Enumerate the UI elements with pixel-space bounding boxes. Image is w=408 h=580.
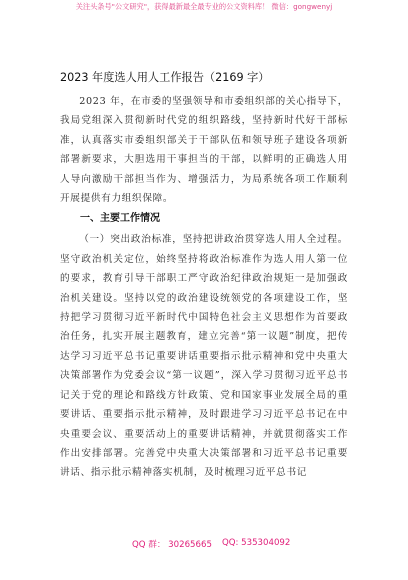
document-page — [60, 70, 348, 483]
footer-qq-group: QQ 群： 30265665 — [132, 540, 212, 550]
banner-line-1: 关注头条号"公文研究"，获得最新最全最专业的公文资料库！ 微信：gongwenyj — [75, 2, 333, 11]
intro-paragraph: 2023 年，在市委的坚强领导和市委组织部的关心指导下，我局党组深入贯彻新时代党的组织路线，坚持新时代好干部标准，认真落实市委组织部关于干部队伍和领导班子建设各项新部署新要求，大胆选用干事担当的干部，以鲜明的正确选人用人导向激励干部担当作为、增强活力，为局系统各项工作顺利开展提供有力组织保障。 — [60, 96, 348, 205]
footer-qq: QQ: 535304092 — [222, 538, 291, 548]
top-banner — [0, 2, 408, 34]
section-paragraph: （一）突出政治标准，坚持把讲政治贯穿选人用人全过程。坚守政治机关定位，始终坚持将政治标准作为选人用人第一位的要求，教育引导干部职工严守政治纪律政治规矩一是加强政治机关建设。坚持以党的政治建设统领党的各项建设工作，坚持把学习贯彻习近平新时代中国特色社会主义思想作为首要政治任务，扎实开展主题教育，建立完善“第一议题”制度，把传达学习习近平总书记重要讲话重要指示批示精神和党中央重大决策部署作为党委会议“第一议题”，深入学习贯彻习近平总书记关于党的理论和路线方针政策、党和国家事业发展全局的重要讲话、重要指示批示精神，及时跟进学习习近平总书记在中央重要会议、重要活动上的重要讲话精神，并就贯彻落实工作作出安排部署。完善党中央重大决策部署和习近平总书记重要讲话、指示批示精神落实机制，及时梳理习近平总书记 — [60, 234, 348, 479]
document-title: 2023 年度选人用人工作报告（2169 字） — [60, 71, 270, 84]
section-heading: 一、主要工作情况 — [80, 213, 160, 225]
footer — [0, 536, 408, 556]
